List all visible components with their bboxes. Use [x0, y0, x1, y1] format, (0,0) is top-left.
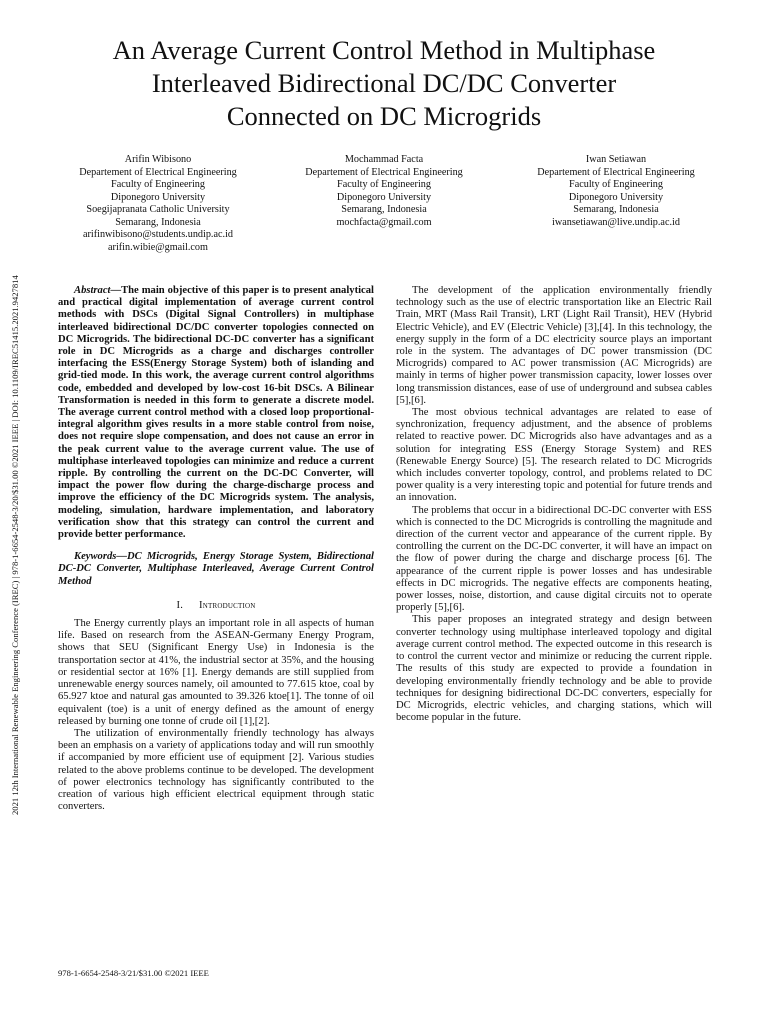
section-title: Introduction [199, 599, 256, 611]
body-paragraph: The most obvious technical advantages are related to ease of synchronization, frequency adjustment, and the absence of problems related to reactive power. DC Microgrids also have advantages and as a solution for integrating ESS (Energy Storage System) and RES (Renewable Energy Source) [5]. The research related to DC Microgrids which includes converter topology, control, and problems related to DC power quality is a very interesting topic and potential for future trends and an innovation. [396, 407, 712, 504]
author-affiliation-line: Departement of Electrical Engineering [79, 166, 237, 178]
author-name: Mochammad Facta [344, 154, 424, 165]
author-affiliation-line: Departement of Electrical Engineering [537, 166, 695, 178]
author-affiliation-line: Diponegoro University [336, 191, 432, 203]
abstract [58, 285, 374, 541]
author-affiliation-line: Faculty of Engineering [111, 179, 205, 190]
abstract-lead: Abstract [74, 285, 111, 296]
author-affiliation-line: Faculty of Engineering [337, 179, 431, 190]
keywords-lead: Keywords [74, 551, 117, 563]
author-email: arifinwibisono@students.undip.ac.id [82, 229, 233, 240]
body-paragraph: This paper proposes an integrated strategy and design between converter technology using multiphase interleaved topology and digital average current control method. The expected outcome in this research is to control the current vector and minimize or reducing the current ripple. The results of this study are expected to provide a foundation in developing environmentally friendly technology and be able to provide techniques for designing bidirectional DC-DC converters, especially for DC Microgrids, electric vehicles, and charging stations, which will become popular in the future. [396, 614, 712, 724]
left-column [58, 285, 374, 813]
author-name: Arifin Wibisono [124, 154, 192, 165]
author-affiliation-line: Diponegoro University [110, 191, 206, 203]
doi-sidebar-text: 2021 12th International Renewable Engineering Conference (IREC) | 978-1-6654-2548-3/20/$31.00 ©2021 IEEE | DOI: 10.1109/IREC51415.2021.9427814 [10, 275, 20, 815]
author-name: Iwan Setiawan [585, 154, 647, 165]
author-location: Semarang, Indonesia [341, 204, 427, 215]
author-affiliation-line: Departement of Electrical Engineering [305, 166, 463, 178]
author-3 [516, 154, 716, 229]
body-paragraph: The Energy currently plays an important role in all aspects of human life. Based on research from the ASEAN-Germany Energy Program, shows that SEU (Significant Energy Use) in Indonesia is the transportation sector at 41%, the industrial sector at 35%, and the housing or residential sector at 16% [1]. Energy demands are still supplied from unrenewable energy sources namely, oil amounted to 77.615 ktoe, coal by 65.927 ktoe and natural gas amounted to 39.326 ktoe[1]. The tonne of oil equivalent (toe) is a unit of energy defined as the amount of energy released by burning one tonne of crude oil [1],[2]. [58, 618, 374, 727]
author-affiliation-line: Diponegoro University [568, 191, 664, 203]
doi-sidebar [8, 210, 22, 815]
author-email: mochfacta@gmail.com [336, 216, 432, 228]
paper-title [40, 34, 728, 133]
copyright-footer: 978-1-6654-2548-3/21/$31.00 ©2021 IEEE [58, 968, 209, 978]
right-column [396, 285, 712, 724]
title-line: Connected on DC Microgrids [226, 101, 542, 131]
author-email: arifin.wibie@gmail.com [108, 241, 208, 253]
keywords [58, 551, 374, 588]
body-paragraph: The utilization of environmentally friendly technology has always been an emphasis on a variety of applications today and will run smoothly if accompanied by more efficient use of equipment [2]. Various studies related to the above problems continue to be developed. The development of power electronics technology has significantly contributed to the creation of various high efficient electrical equipment through static converters. [58, 727, 374, 813]
body-paragraph: The development of the application environmentally friendly technology such as the use of electric transportation like an Electric Rail Train, MRT (Mass Rail Transit), LRT (Light Rail Transit), HEV (Hybrid Electric Vehicle), and EV (Electric Vehicle) [3],[4]. In this technology, the energy supply in the form of a DC electricity source plays an important role in the system. The advantages of DC power transmission (DC Microgrids) compared to AC power transmission (AC Microgrids) are mainly in terms of higher power transmission capacity, lower losses over long transmission distances, ease of use of underground and subsea cables [5],[6]. [396, 285, 712, 406]
author-affiliation-line: Faculty of Engineering [569, 179, 663, 190]
body-paragraph: The problems that occur in a bidirectional DC-DC converter with ESS which is connected to the DC Microgrids is controlling the magnitude and direction of the current vector and appearance of the current ripple. By controlling the current on the DC-DC converter, it will have an impact on the flow of power during the charge and discharge process [6]. The appearance of the current ripple is power losses and has undesirable effects in DC microgrids. The negative effects are components heating, power losses, noise, distortion, and cause digital circuits not to operate properly [5],[6]. [396, 504, 712, 614]
author-location: Semarang, Indonesia [573, 204, 659, 215]
author-affiliation-line: Soegijapranata Catholic University [86, 204, 230, 215]
author-email: iwansetiawan@live.undip.ac.id [552, 216, 680, 228]
author-2 [284, 154, 484, 229]
author-1 [58, 154, 258, 254]
abstract-text: —The main objective of this paper is to present analytical and practical digital implementation of average current control methods with DSCs (Digital Signal Controllers) in multiphase interleaved bidirectional DC/DC converter topologies connected on DC Microgrids. The bidirectional DC-DC converter has a significant role in DC Microgrids as a charge and discharges controller interfacing the ESS(Energy Storage System) both of islanding and grid-tied mode. In this work, the average current control algorithms code, embedded and developed by low-cost 16-bit DSCs. A Bilinear Transformation is needed in this form to generate a discrete model. The average current control method with a closed loop proportional-integral algorithm gives results in a more stable control from noise, does not require slope compensation, and does not cause an error in the peak current value to the average current value. The use of multiphase interleaved topologies can minimize and reduce a current ripple. By controlling the current on the DC-DC Converter, will impact the power flow during the charge-discharge process and improve the efficiency of the DC Microgrids system. The analysis, modeling, simulation, hardware implementation, and laboratory verification show that this strategy can control the current and provide better performance. [58, 285, 374, 541]
section-number: I. [176, 599, 184, 611]
keywords-text: —DC Microgrids, Energy Storage System, Bidirectional DC-DC Converter, Multiphase Interleaved, Average Current Control Method [58, 551, 374, 587]
title-line: An Average Current Control Method in Multiphase [112, 35, 656, 65]
author-location: Semarang, Indonesia [115, 216, 201, 228]
title-line: Interleaved Bidirectional DC/DC Converter [151, 68, 617, 98]
section-heading [58, 600, 374, 612]
